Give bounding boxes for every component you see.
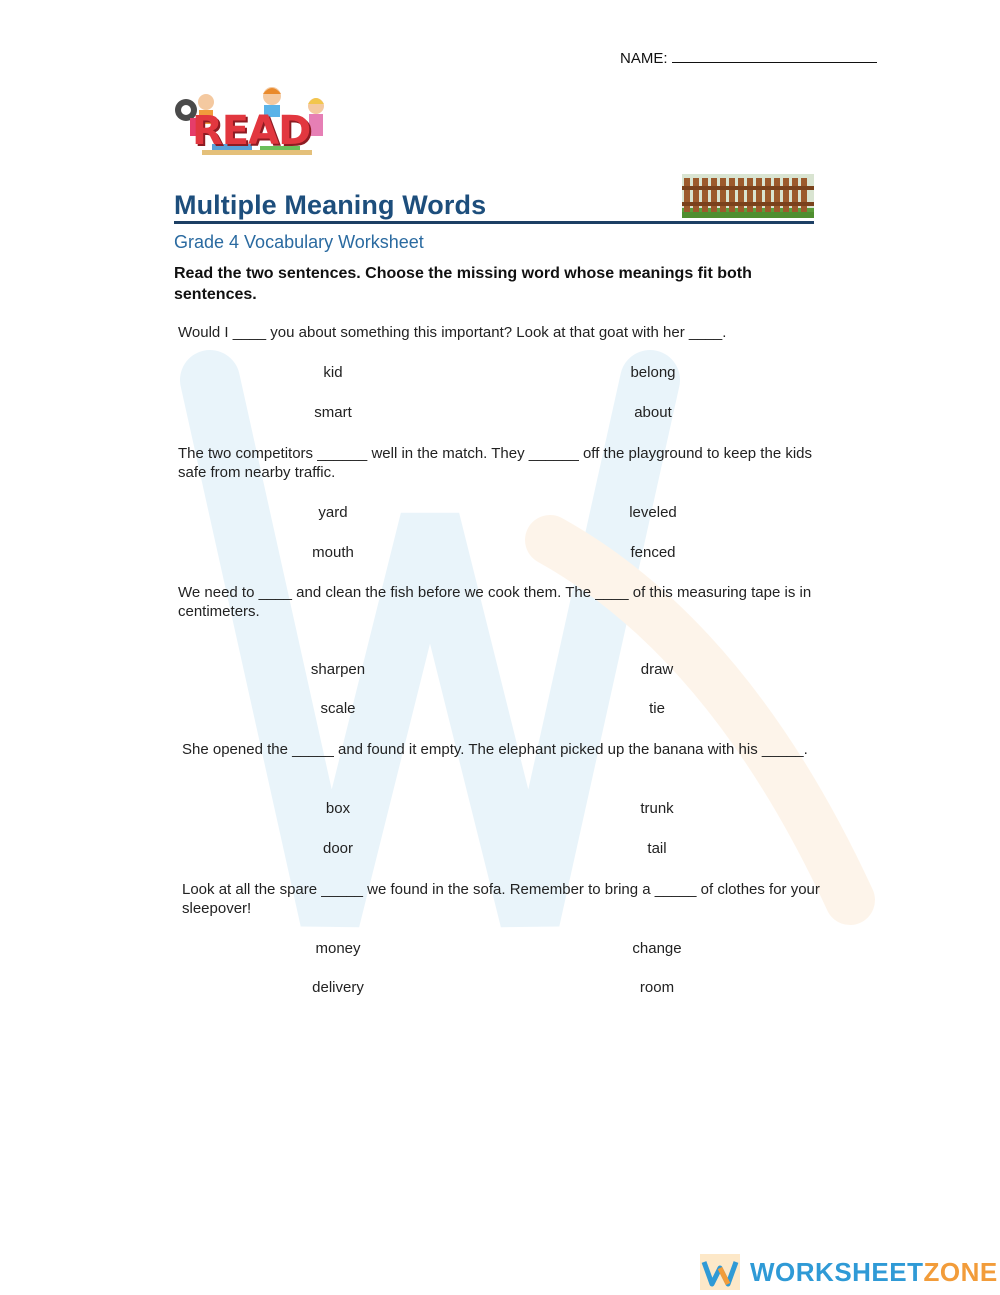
read-logo (172, 82, 332, 160)
option-q4-d[interactable]: tail (647, 840, 667, 857)
worksheetzone-logo-icon (700, 1254, 740, 1290)
instructions: Read the two sentences. Choose the missing word whose meanings fit both sentences. (174, 265, 752, 303)
question-2: The two competitors ______ well in the match. They ______ off the playground to keep the kids safe from nearby traffic. (178, 445, 813, 481)
option-q2-b[interactable]: leveled (629, 504, 677, 521)
watermark (170, 340, 890, 960)
name-blank-line[interactable] (672, 48, 877, 63)
fence-decoration (682, 174, 814, 218)
question-3: We need to ____ and clean the fish before we cook them. The ____ of this measuring tape is in centimeters. (178, 584, 812, 620)
brand-part-2: ZONE (923, 1256, 998, 1287)
option-q1-a[interactable]: kid (323, 364, 343, 381)
option-q5-d[interactable]: room (639, 979, 675, 996)
question-4: She opened the _____ and found it empty. The elephant picked up the banana with his _____. (182, 741, 808, 758)
option-q3-c[interactable]: scale (320, 700, 356, 717)
question-1: Would I ____ you about something this important? Look at that goat with her ____. (178, 324, 727, 341)
option-q5-c[interactable]: delivery (312, 979, 364, 996)
option-q4-a[interactable]: box (325, 800, 351, 817)
option-q3-b[interactable]: draw (640, 661, 674, 678)
option-q1-b[interactable]: belong (630, 364, 676, 381)
brand-part-1: WORKSHEET (750, 1256, 924, 1287)
page-title: Multiple Meaning Words (174, 190, 487, 220)
option-q2-a[interactable]: yard (318, 504, 348, 521)
option-q1-c[interactable]: smart (314, 404, 352, 421)
option-q1-d[interactable]: about (634, 404, 672, 421)
title-underline (174, 221, 814, 224)
option-q4-c[interactable]: door (322, 840, 354, 857)
worksheetzone-brand[interactable] (700, 1254, 998, 1290)
option-q3-d[interactable]: tie (649, 700, 665, 717)
watermark-graphic (170, 340, 890, 960)
option-q5-b[interactable]: change (632, 940, 682, 957)
read-logo-text: READ (192, 108, 311, 154)
name-label: NAME: (620, 50, 668, 67)
option-q2-c[interactable]: mouth (312, 544, 354, 561)
option-q2-d[interactable]: fenced (630, 544, 676, 561)
fence-icon (682, 174, 814, 218)
option-q4-b[interactable]: trunk (640, 800, 674, 817)
option-q3-a[interactable]: sharpen (310, 661, 366, 678)
page-subtitle: Grade 4 Vocabulary Worksheet (174, 232, 424, 252)
name-field[interactable] (620, 48, 877, 67)
option-q5-a[interactable]: money (315, 940, 361, 957)
question-5: Look at all the spare _____ we found in the sofa. Remember to bring a _____ of clothes for your sleepover! (182, 881, 820, 917)
